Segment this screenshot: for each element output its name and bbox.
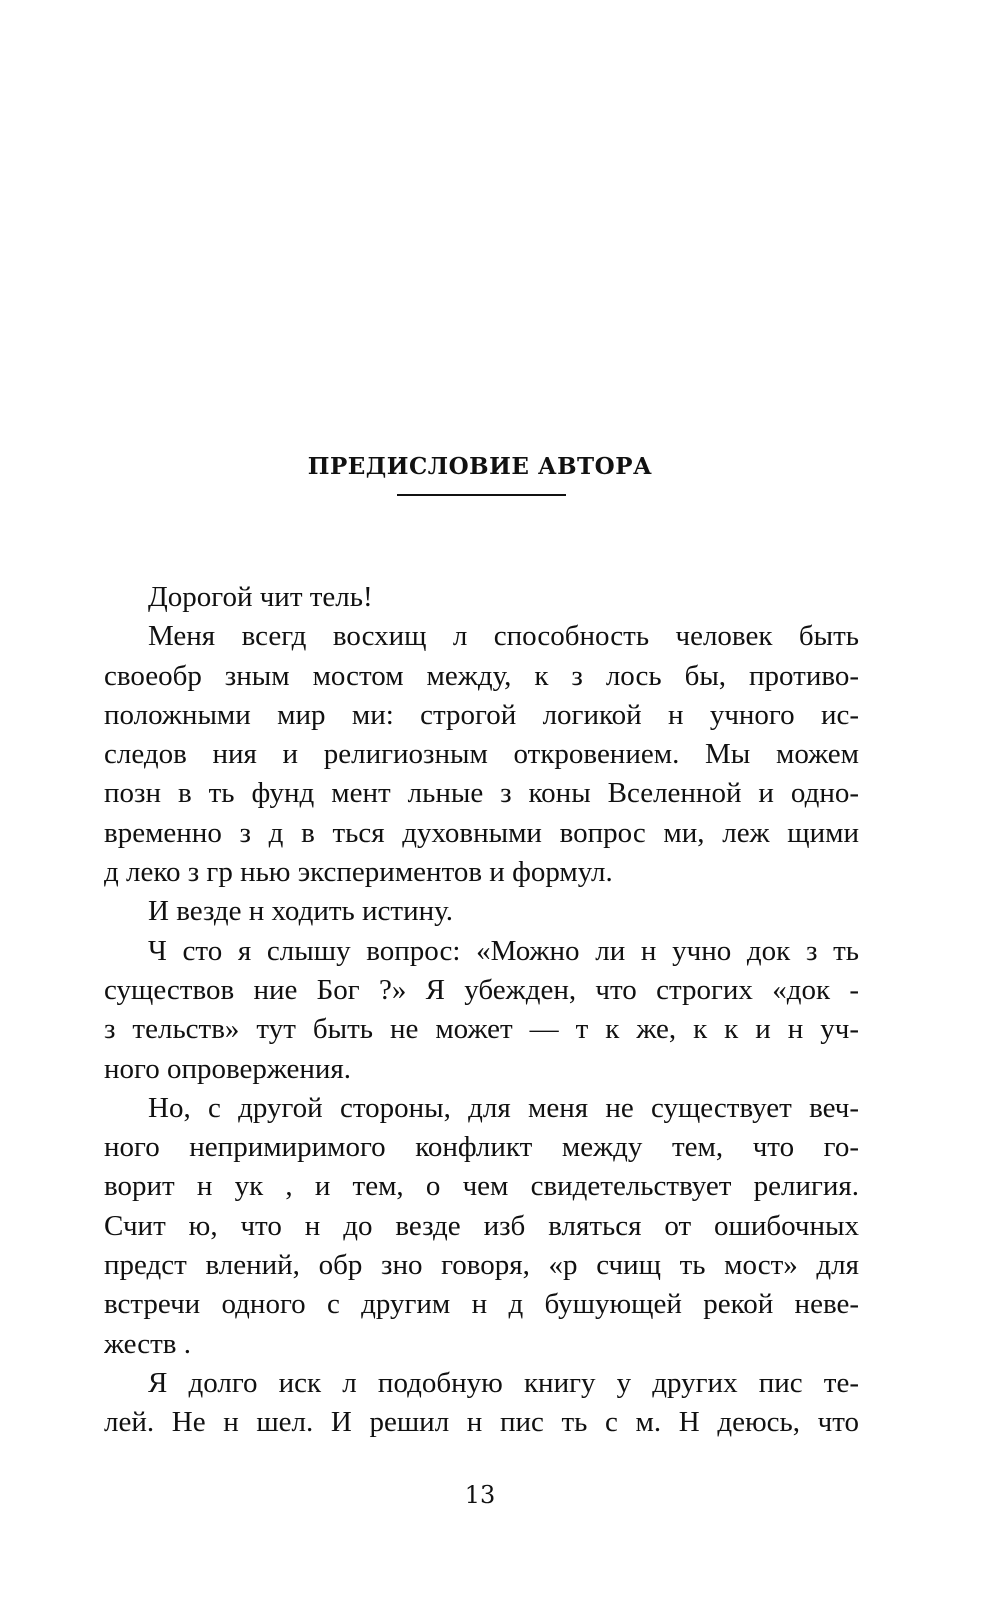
text-line: Дорогой чит тель!	[148, 581, 373, 613]
text-line: предст влений, обр зно говоря, «р счищ ть мост» для	[104, 1249, 859, 1282]
text-line: з тельств» тут быть не может — т к же, к к и н уч-	[104, 1013, 859, 1046]
text-line: встречи одного с другим н д бушующей рекой неве-	[104, 1288, 859, 1321]
text-line: жеств .	[104, 1327, 191, 1360]
text-line: Меня всегд восхищ л способность человек быть	[148, 620, 859, 653]
text-line: ного опровержения.	[104, 1052, 352, 1085]
text-line: Счит ю, что н до везде изб вляться от ошибочных	[104, 1209, 859, 1242]
text-line: лей. Не н шел. И решил н пис ть с м. Н деюсь, что	[104, 1406, 859, 1439]
text-line: позн в ть фунд мент льные з коны Вселенной и одно-	[104, 777, 859, 810]
text-line: Но, с другой стороны, для меня не существует веч-	[148, 1091, 859, 1124]
text-line: И везде н ходить истину.	[148, 895, 453, 928]
text-line: положными мир ми: строгой логикой н учного ис-	[104, 698, 859, 731]
text-line: ного непримиримого конфликт между тем, что го-	[104, 1131, 859, 1164]
page-number: 13	[464, 1481, 496, 1509]
heading-rule	[397, 494, 566, 496]
text-line: Ч сто я слышу вопрос: «Можно ли н учно док з ть	[148, 934, 859, 967]
text-line: своеобр зным мостом между, к з лось бы, противо-	[104, 659, 859, 692]
text-line: следов ния и религиозным откровением. Мы можем	[104, 738, 859, 771]
text-line: временно з д в ться духовными вопрос ми, леж щими	[104, 816, 859, 849]
text-line: д леко з гр нью экспериментов и формул.	[104, 856, 613, 889]
text-line: существов ние Бог ?» Я убежден, что строгих «док -	[104, 973, 859, 1006]
text-line: Я долго иск л подобную книгу у других пис те-	[148, 1366, 859, 1399]
body-text	[104, 578, 859, 1443]
chapter-heading: ПРЕДИСЛОВИЕ АВТОРА	[307, 453, 653, 480]
text-line: ворит н ук , и тем, о чем свидетельствует религия.	[104, 1170, 859, 1203]
